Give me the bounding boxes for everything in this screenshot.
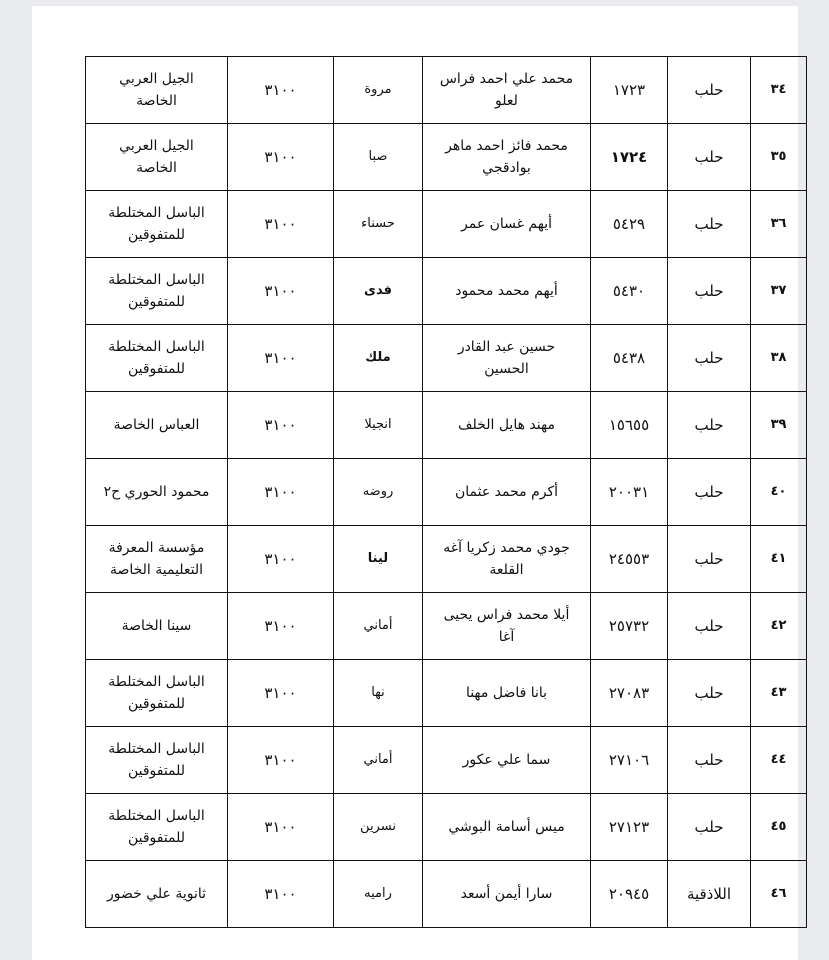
table-row	[86, 392, 807, 459]
student-name: محمد علي احمد فراس لعلو	[439, 71, 574, 109]
student-name: سارا أيمن أسعد	[460, 886, 553, 902]
results-table-body	[86, 57, 807, 928]
score: ٣١٠٠	[228, 258, 334, 325]
score: ٣١٠٠	[228, 57, 334, 124]
row-number: ٤٣	[751, 660, 807, 727]
student-name-cell	[423, 258, 591, 325]
school-name: ثانوية علي خضور	[106, 886, 207, 902]
student-name: أيهم غسان عمر	[461, 216, 552, 232]
category: فدى	[334, 258, 423, 325]
governorate: حلب	[668, 325, 751, 392]
student-name: جودي محمد زكريا آغه القلعة	[443, 540, 570, 578]
table-row	[86, 727, 807, 794]
school-cell	[86, 392, 228, 459]
school-cell	[86, 191, 228, 258]
category: نها	[334, 660, 423, 727]
row-number: ٤٢	[751, 593, 807, 660]
governorate: حلب	[668, 794, 751, 861]
school-name: سينا الخاصة	[121, 618, 192, 634]
student-id: ٢٤٥٥٣	[591, 526, 668, 593]
school-name: الباسل المختلطة للمتفوقين	[108, 674, 205, 712]
governorate: حلب	[668, 459, 751, 526]
table-row	[86, 459, 807, 526]
student-id: ٢٧١٢٣	[591, 794, 668, 861]
school-cell	[86, 794, 228, 861]
student-name: مهند هايل الخلف	[458, 417, 555, 433]
table-row	[86, 325, 807, 392]
category: ملك	[334, 325, 423, 392]
school-cell	[86, 526, 228, 593]
governorate: حلب	[668, 124, 751, 191]
score: ٣١٠٠	[228, 794, 334, 861]
student-name: محمد فائز احمد ماهر بوادقجي	[445, 138, 568, 176]
student-id: ٥٤٣٨	[591, 325, 668, 392]
category: نسرين	[334, 794, 423, 861]
school-cell	[86, 593, 228, 660]
school-cell	[86, 727, 228, 794]
student-name-cell	[423, 124, 591, 191]
school-cell	[86, 861, 228, 928]
score: ٣١٠٠	[228, 325, 334, 392]
student-name-cell	[423, 660, 591, 727]
score: ٣١٠٠	[228, 660, 334, 727]
school-name: الباسل المختلطة للمتفوقين	[108, 205, 205, 243]
governorate: حلب	[668, 57, 751, 124]
table-row	[86, 593, 807, 660]
score: ٣١٠٠	[228, 593, 334, 660]
student-id: ٥٤٢٩	[591, 191, 668, 258]
school-cell	[86, 258, 228, 325]
student-name-cell	[423, 526, 591, 593]
governorate: حلب	[668, 392, 751, 459]
student-name: أكرم محمد عثمان	[454, 484, 559, 500]
score: ٣١٠٠	[228, 861, 334, 928]
row-number: ٣٥	[751, 124, 807, 191]
student-name: بانا فاضل مهنا	[465, 685, 548, 701]
row-number: ٤١	[751, 526, 807, 593]
row-number: ٤٥	[751, 794, 807, 861]
student-name: حسين عبد القادر الحسين	[457, 339, 556, 377]
school-name: الباسل المختلطة للمتفوقين	[108, 741, 205, 779]
table-row	[86, 861, 807, 928]
score: ٣١٠٠	[228, 459, 334, 526]
row-number: ٤٠	[751, 459, 807, 526]
governorate: حلب	[668, 593, 751, 660]
category: روضه	[334, 459, 423, 526]
student-id: ١٧٢٤	[591, 124, 668, 191]
student-name: ميس أسامة البوشي	[448, 819, 565, 835]
governorate: حلب	[668, 191, 751, 258]
category: حسناء	[334, 191, 423, 258]
category: أماني	[334, 593, 423, 660]
student-id: ٢٧١٠٦	[591, 727, 668, 794]
score: ٣١٠٠	[228, 392, 334, 459]
school-name: الباسل المختلطة للمتفوقين	[108, 339, 205, 377]
row-number: ٣٨	[751, 325, 807, 392]
school-cell	[86, 459, 228, 526]
student-name-cell	[423, 593, 591, 660]
student-name-cell	[423, 794, 591, 861]
category: صبا	[334, 124, 423, 191]
student-id: ١٧٢٣	[591, 57, 668, 124]
student-id: ٢٧٠٨٣	[591, 660, 668, 727]
school-cell	[86, 57, 228, 124]
row-number: ٣٦	[751, 191, 807, 258]
student-name-cell	[423, 392, 591, 459]
category: مروة	[334, 57, 423, 124]
table-row	[86, 124, 807, 191]
student-name-cell	[423, 459, 591, 526]
student-name-cell	[423, 325, 591, 392]
governorate: حلب	[668, 258, 751, 325]
governorate: اللاذقية	[668, 861, 751, 928]
school-name: الباسل المختلطة للمتفوقين	[108, 808, 205, 846]
student-name: أيلا محمد فراس يحيى آغا	[443, 607, 570, 645]
score: ٣١٠٠	[228, 526, 334, 593]
row-number: ٤٦	[751, 861, 807, 928]
school-cell	[86, 660, 228, 727]
school-name: الجيل العربي الخاصة	[119, 71, 194, 109]
table-row	[86, 794, 807, 861]
table-row	[86, 57, 807, 124]
student-id: ٢٠٠٣١	[591, 459, 668, 526]
document-page	[32, 6, 798, 960]
results-table	[85, 56, 807, 928]
score: ٣١٠٠	[228, 191, 334, 258]
student-name-cell	[423, 191, 591, 258]
school-name: الجيل العربي الخاصة	[119, 138, 194, 176]
row-number: ٣٧	[751, 258, 807, 325]
school-name: مؤسسة المعرفة التعليمية الخاصة	[108, 540, 205, 578]
row-number: ٤٤	[751, 727, 807, 794]
governorate: حلب	[668, 727, 751, 794]
table-row	[86, 660, 807, 727]
school-name: محمود الحوري ح٢	[103, 484, 210, 500]
student-name-cell	[423, 57, 591, 124]
table-row	[86, 258, 807, 325]
school-name: الباسل المختلطة للمتفوقين	[108, 272, 205, 310]
category: لينا	[334, 526, 423, 593]
student-name-cell	[423, 861, 591, 928]
school-cell	[86, 124, 228, 191]
student-id: ٥٤٣٠	[591, 258, 668, 325]
category: راميه	[334, 861, 423, 928]
score: ٣١٠٠	[228, 727, 334, 794]
score: ٣١٠٠	[228, 124, 334, 191]
table-row	[86, 526, 807, 593]
category: انجيلا	[334, 392, 423, 459]
student-name: أيهم محمد محمود	[455, 283, 558, 299]
governorate: حلب	[668, 526, 751, 593]
row-number: ٣٩	[751, 392, 807, 459]
table-row	[86, 191, 807, 258]
student-id: ٢٠٩٤٥	[591, 861, 668, 928]
category: أماني	[334, 727, 423, 794]
student-name: سما علي عكور	[462, 752, 551, 768]
student-name-cell	[423, 727, 591, 794]
student-id: ٢٥٧٣٢	[591, 593, 668, 660]
student-id: ١٥٦٥٥	[591, 392, 668, 459]
row-number: ٣٤	[751, 57, 807, 124]
school-name: العباس الخاصة	[113, 417, 200, 433]
school-cell	[86, 325, 228, 392]
governorate: حلب	[668, 660, 751, 727]
